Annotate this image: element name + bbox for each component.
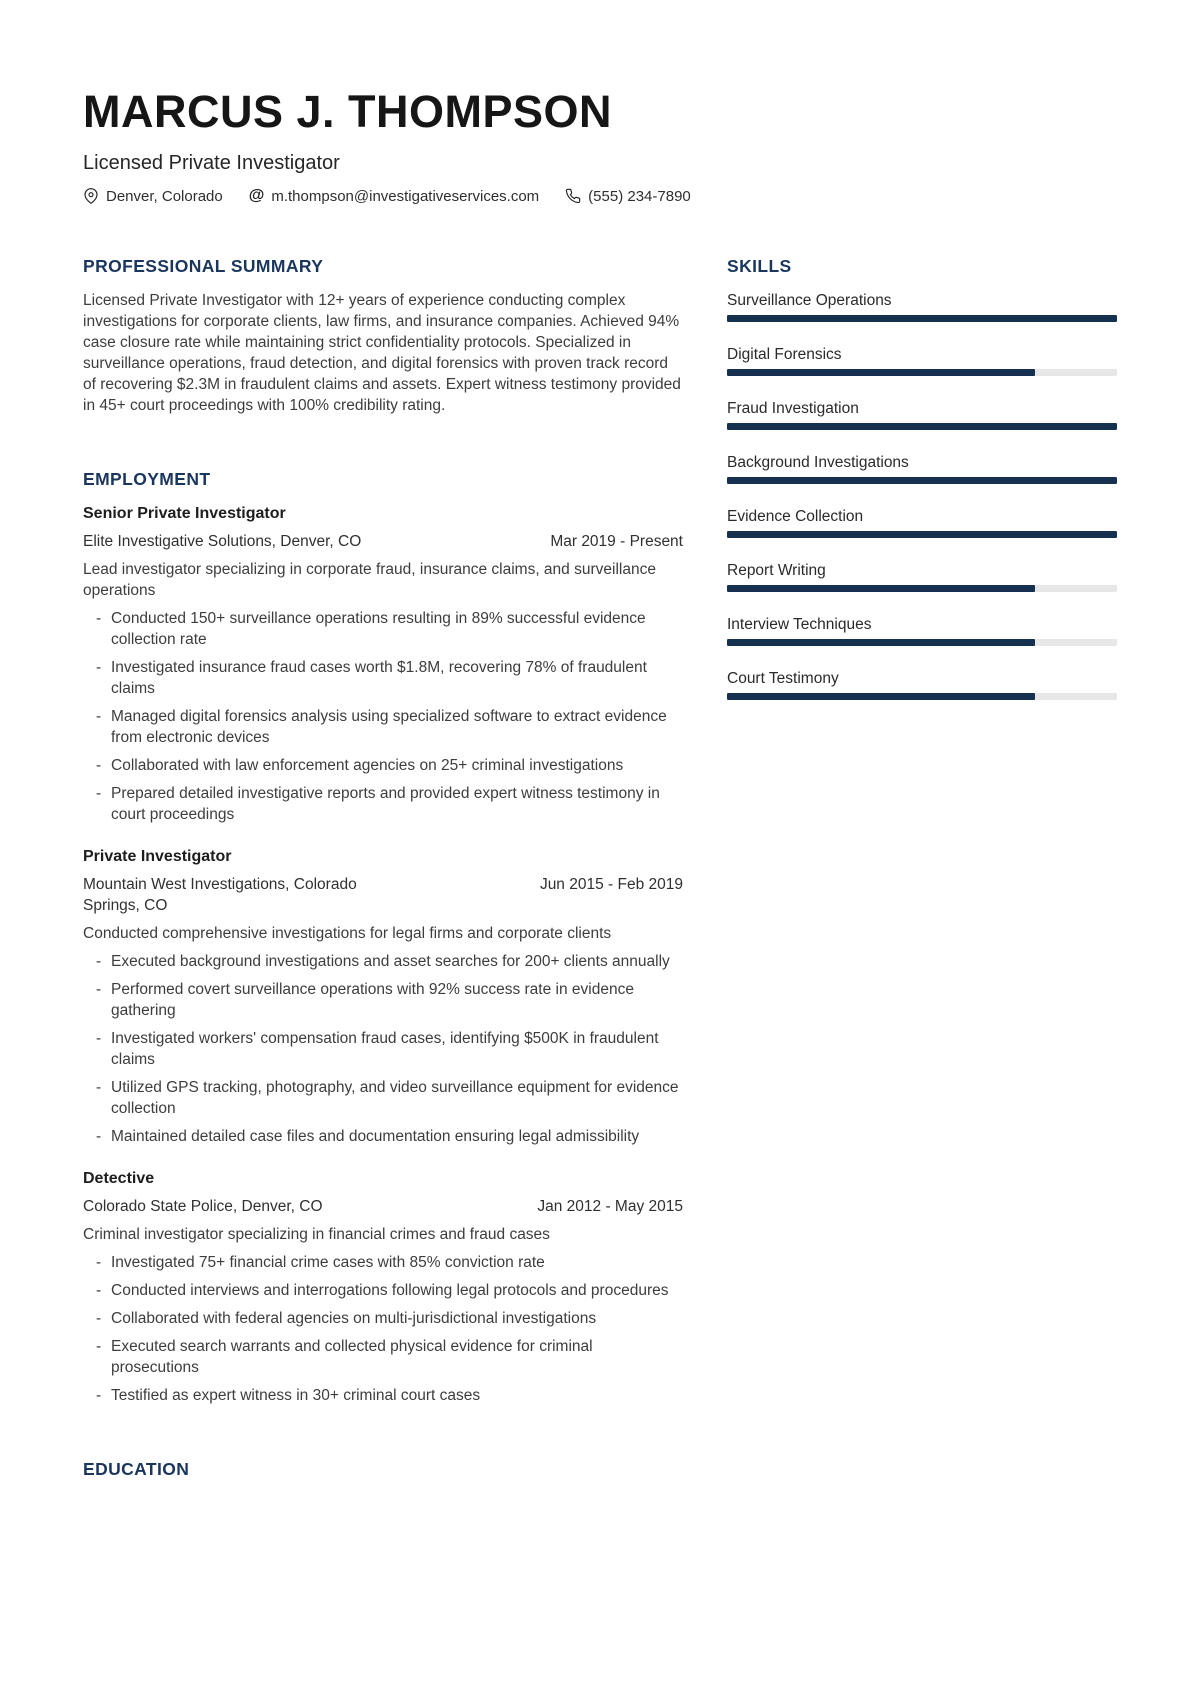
- skill-item: [727, 452, 1117, 484]
- skill-bar-track: [727, 477, 1117, 484]
- contact-location-text: Denver, Colorado: [106, 187, 223, 205]
- job-bullet: - Investigated workers' compensation fraud cases, identifying $500K in fraudulent claims: [96, 1028, 683, 1070]
- summary-section: [83, 255, 683, 416]
- skill-item: [727, 398, 1117, 430]
- job-bullet: - Investigated 75+ financial crime cases with 85% conviction rate: [96, 1252, 683, 1273]
- skill-bar-fill: [727, 423, 1117, 430]
- skill-item: [727, 290, 1117, 322]
- main-column: [83, 255, 683, 1532]
- job-entry: [83, 503, 683, 825]
- skill-bar-track: [727, 693, 1117, 700]
- job-meta-row: [83, 874, 683, 916]
- contact-phone: [565, 188, 691, 205]
- resume-header: [83, 88, 1117, 205]
- candidate-title: Licensed Private Investigator: [83, 151, 340, 174]
- job-bullet-list: [83, 951, 683, 1147]
- job-entry: [83, 846, 683, 1147]
- contact-row: [83, 188, 1117, 205]
- skill-label: Evidence Collection: [727, 507, 864, 525]
- skill-item: [727, 614, 1117, 646]
- skill-label: Interview Techniques: [727, 615, 872, 633]
- job-dates: Mar 2019 - Present: [550, 532, 683, 550]
- skill-bar-track: [727, 639, 1117, 646]
- skill-item: [727, 668, 1117, 700]
- job-bullet: - Managed digital forensics analysis using specialized software to extract evidence from electronic devices: [96, 706, 683, 748]
- location-pin-icon: [83, 188, 99, 204]
- education-heading: EDUCATION: [83, 1458, 190, 1479]
- job-bullet: - Executed background investigations and asset searches for 200+ clients annually: [96, 951, 683, 972]
- job-bullet: - Maintained detailed case files and documentation ensuring legal admissibility: [96, 1126, 683, 1147]
- skill-bar-fill: [727, 369, 1035, 376]
- skill-bar-fill: [727, 531, 1117, 538]
- contact-email: [249, 188, 539, 205]
- skills-sidebar: [727, 255, 1117, 722]
- skill-bar-track: [727, 585, 1117, 592]
- job-bullet: - Executed search warrants and collected physical evidence for criminal prosecutions: [96, 1336, 683, 1378]
- skills-heading: SKILLS: [727, 255, 792, 276]
- at-icon: @: [248, 187, 265, 205]
- skill-label: Fraud Investigation: [727, 399, 859, 417]
- job-title: Senior Private Investigator: [83, 504, 286, 522]
- skill-label: Digital Forensics: [727, 345, 842, 363]
- contact-email-text: m.thompson@investigativeservices.com: [271, 187, 540, 205]
- job-title: Private Investigator: [83, 847, 232, 865]
- job-bullet: - Conducted interviews and interrogations following legal protocols and procedures: [96, 1280, 683, 1301]
- content-columns: [83, 255, 1117, 1532]
- skill-bar-fill: [727, 639, 1035, 646]
- skill-label: Report Writing: [727, 561, 826, 579]
- job-description: Lead investigator specializing in corporate fraud, insurance claims, and surveillance operations: [83, 560, 656, 599]
- job-description: Conducted comprehensive investigations for legal firms and corporate clients: [83, 924, 612, 942]
- job-bullet-list: [83, 1252, 683, 1406]
- job-entry: [83, 1168, 683, 1406]
- job-bullet: - Collaborated with law enforcement agencies on 25+ criminal investigations: [96, 755, 683, 776]
- job-bullet: - Prepared detailed investigative reports and provided expert witness testimony in court proceedings: [96, 783, 683, 825]
- job-company: Elite Investigative Solutions, Denver, CO: [83, 532, 362, 550]
- job-company: Colorado State Police, Denver, CO: [83, 1197, 323, 1215]
- summary-heading: PROFESSIONAL SUMMARY: [83, 255, 324, 276]
- skill-item: [727, 344, 1117, 376]
- skill-bar-track: [727, 423, 1117, 430]
- education-section: [83, 1458, 683, 1480]
- job-dates: Jan 2012 - May 2015: [537, 1197, 683, 1215]
- skill-bar-fill: [727, 315, 1117, 322]
- skill-bar-track: [727, 315, 1117, 322]
- skill-label: Court Testimony: [727, 669, 839, 687]
- candidate-name: MARCUS J. THOMPSON: [83, 86, 613, 137]
- job-bullet: - Utilized GPS tracking, photography, and video surveillance equipment for evidence collection: [96, 1077, 683, 1119]
- job-meta-row: [83, 1196, 683, 1217]
- job-company: Mountain West Investigations, Colorado Springs, CO: [83, 875, 357, 914]
- job-bullet: - Collaborated with federal agencies on multi-jurisdictional investigations: [96, 1308, 683, 1329]
- skill-label: Background Investigations: [727, 453, 909, 471]
- job-dates: Jun 2015 - Feb 2019: [539, 875, 683, 893]
- skill-bar-track: [727, 531, 1117, 538]
- skill-bar-track: [727, 369, 1117, 376]
- job-bullet-list: [83, 608, 683, 825]
- skill-bar-fill: [727, 477, 1117, 484]
- skill-label: Surveillance Operations: [727, 291, 892, 309]
- job-title: Detective: [83, 1169, 155, 1187]
- employment-heading: EMPLOYMENT: [83, 468, 211, 489]
- contact-location: [83, 188, 223, 205]
- job-meta-row: [83, 531, 683, 552]
- skill-bar-fill: [727, 585, 1035, 592]
- job-description: Criminal investigator specializing in financial crimes and fraud cases: [83, 1225, 550, 1243]
- employment-section: [83, 468, 683, 1406]
- job-bullet: - Performed covert surveillance operations with 92% success rate in evidence gathering: [96, 979, 683, 1021]
- skill-bar-fill: [727, 693, 1035, 700]
- summary-text: Licensed Private Investigator with 12+ years of experience conducting complex investigations for corporate clients, law firms, and insurance companies. Achieved 94% case closure rate while maintaining strict confidentiality protocols. Specialized in surveillance operations, fraud detection, and digital forensics with proven track record of recovering $2.3M in fraudulent claims and assets. Expert witness testimony provided in 45+ court proceedings with 100% credibility rating.: [83, 291, 681, 414]
- phone-icon: [565, 188, 581, 204]
- job-bullet: - Testified as expert witness in 30+ criminal court cases: [96, 1385, 683, 1406]
- contact-phone-text: (555) 234-7890: [588, 187, 691, 205]
- skill-item: [727, 506, 1117, 538]
- job-bullet: - Investigated insurance fraud cases worth $1.8M, recovering 78% of fraudulent claims: [96, 657, 683, 699]
- job-bullet: - Conducted 150+ surveillance operations resulting in 89% successful evidence collection rate: [96, 608, 683, 650]
- skill-item: [727, 560, 1117, 592]
